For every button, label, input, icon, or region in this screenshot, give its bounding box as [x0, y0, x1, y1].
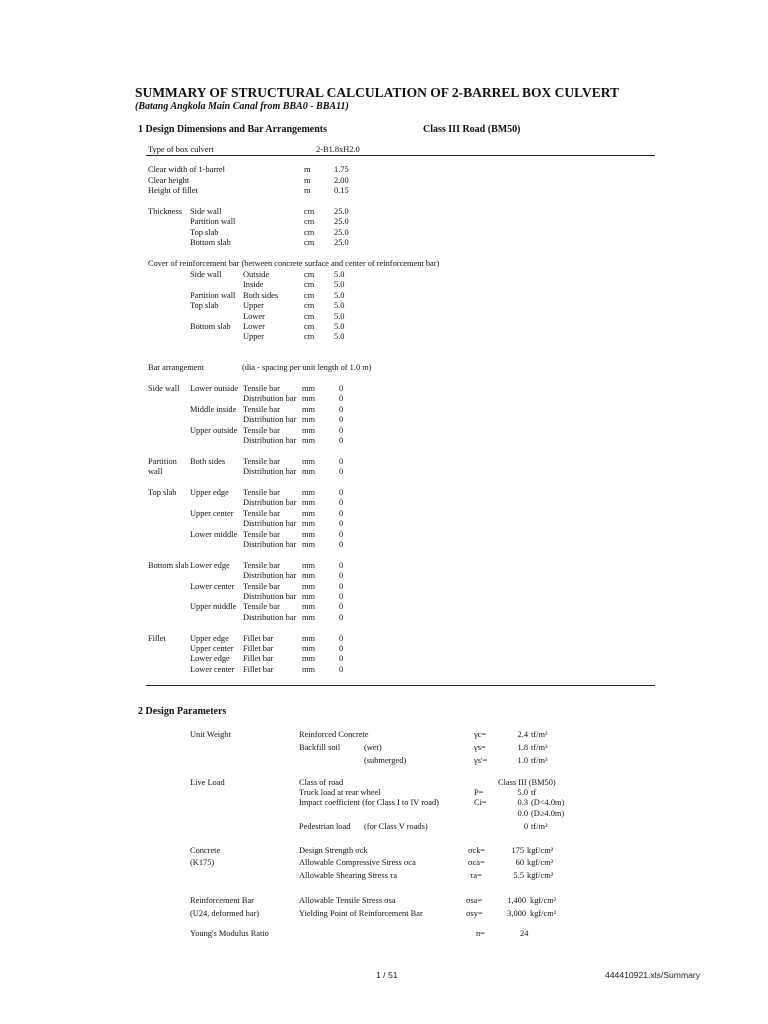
- file-name: 444410921.xls/Summary: [605, 970, 701, 980]
- rc-val: 2.4: [517, 730, 528, 739]
- type-divider: [146, 155, 655, 156]
- acs-unit: kgf/cm²: [527, 858, 554, 867]
- bar-value: 0: [339, 560, 344, 570]
- bar-unit: mm: [302, 602, 316, 612]
- truck-unit: tf: [531, 788, 537, 797]
- bar-value: 0: [339, 581, 344, 591]
- ats-unit: kgf/cm²: [530, 896, 557, 905]
- bar-position: Lower middle: [190, 529, 238, 539]
- bar-value: 0: [339, 612, 344, 622]
- concrete-grade: (K175): [190, 858, 215, 867]
- bar-member: Fillet: [148, 633, 166, 643]
- acs-val: 60: [515, 858, 524, 867]
- ped-unit: tf/m²: [531, 822, 548, 831]
- backfill-sub: (submerged): [364, 756, 407, 765]
- bar-unit: mm: [302, 633, 316, 643]
- bar-unit: mm: [302, 404, 316, 414]
- bar-value: 0: [339, 404, 344, 414]
- bar-value: 0: [339, 592, 344, 601]
- concrete-label: Concrete: [190, 846, 221, 855]
- bar-value: 0: [339, 498, 344, 508]
- bar-type: Fillet bar: [243, 644, 274, 653]
- bar-type: Tensile bar: [243, 488, 280, 497]
- impact-sym: Ci=: [474, 798, 487, 807]
- ass-label: Allowable Shearing Stress τa: [299, 871, 398, 880]
- young-modulus-label: Young's Modulus Ratio: [190, 929, 269, 938]
- live-load-label: Live Load: [190, 778, 225, 787]
- cover-value: 5.0: [334, 290, 345, 300]
- bar-type: Distribution bar: [243, 571, 297, 581]
- cover-side: Lower: [243, 322, 265, 331]
- section2-heading: 2 Design Parameters: [138, 706, 227, 717]
- clear-width-value: 1.75: [334, 165, 349, 174]
- thickness-part: Bottom slab: [190, 238, 231, 248]
- thickness-part: Top slab: [190, 227, 219, 237]
- bar-position: Upper edge: [190, 633, 229, 643]
- bar-value: 0: [339, 415, 344, 425]
- bar-type: Distribution bar: [243, 519, 297, 529]
- bar-member: Bottom slab: [148, 560, 189, 570]
- bar-unit: mm: [302, 394, 316, 404]
- cover-part: Partition wall: [190, 290, 236, 300]
- bar-position: Middle inside: [190, 404, 237, 414]
- ats-label: Allowable Tensile Stress σsa: [299, 896, 396, 905]
- bar-position: Upper edge: [190, 488, 229, 497]
- bar-value: 0: [339, 436, 344, 445]
- bar-unit: mm: [302, 664, 316, 674]
- truck-label: Truck load at rear wheel: [299, 788, 381, 797]
- bar-type: Tensile bar: [243, 508, 280, 518]
- bar-value: 0: [339, 384, 344, 393]
- bar-value: 0: [339, 602, 344, 612]
- cover-side: Upper: [243, 332, 264, 342]
- bar-type: Fillet bar: [243, 633, 274, 643]
- type-value: 2-B1.8xH2.0: [316, 145, 360, 154]
- bar-position: Lower center: [190, 664, 235, 674]
- cover-value: 5.0: [334, 332, 345, 342]
- section1-bottom-divider: [146, 685, 655, 686]
- bar-value: 0: [339, 633, 344, 643]
- bar-value: 0: [339, 425, 344, 435]
- design-strength-label: Design Strength σck: [299, 846, 368, 855]
- thickness-label: Thickness: [148, 207, 182, 216]
- yp-label: Yielding Point of Reinforcement Bar: [299, 909, 423, 918]
- bar-position: Lower edge: [190, 654, 230, 664]
- bar-type: Distribution bar: [243, 540, 297, 549]
- clear-width-label: Clear width of 1-barrel: [148, 165, 225, 174]
- backfill-sub-unit: tf/m³: [531, 756, 548, 765]
- yp-val: 3,000: [507, 909, 526, 918]
- bar-type: Distribution bar: [243, 467, 297, 477]
- bar-type: Tensile bar: [243, 581, 280, 591]
- bar-unit: mm: [302, 425, 316, 435]
- cover-unit: cm: [304, 280, 315, 290]
- bar-value: 0: [339, 508, 344, 518]
- bar-type: Distribution bar: [243, 592, 297, 601]
- bar-unit: mm: [302, 384, 316, 393]
- bar-value: 0: [339, 571, 344, 581]
- ats-val: 1,400: [507, 896, 526, 905]
- page-number: 1 / 51: [376, 970, 398, 980]
- clear-height-value: 2.00: [334, 176, 349, 185]
- bar-type: Distribution bar: [243, 415, 297, 425]
- bar-unit: mm: [302, 436, 316, 445]
- bar-type: Distribution bar: [243, 394, 297, 404]
- bar-unit: mm: [302, 644, 316, 653]
- design-strength-unit: kgf/cm²: [527, 846, 554, 855]
- cover-side: Lower: [243, 311, 265, 321]
- backfill-sub-sym: γs'=: [474, 756, 488, 765]
- bar-position: Both sides: [190, 456, 226, 466]
- cover-unit: cm: [304, 301, 315, 311]
- clear-height-unit: m: [304, 176, 311, 185]
- bar-value: 0: [339, 519, 344, 529]
- unit-weight-label: Unit Weight: [190, 730, 231, 739]
- impact-cond1: (D<4.0m): [531, 798, 565, 807]
- thickness-unit: cm: [304, 227, 315, 237]
- bar-unit: mm: [302, 498, 316, 508]
- bar-value: 0: [339, 654, 344, 664]
- backfill-wet: (wet): [364, 743, 382, 752]
- thickness-part: Side wall: [190, 207, 222, 216]
- bar-type: Distribution bar: [243, 498, 297, 508]
- young-modulus-sym: n=: [476, 929, 485, 938]
- thickness-value: 25.0: [334, 227, 349, 237]
- cover-unit: cm: [304, 311, 315, 321]
- cover-value: 5.0: [334, 301, 345, 311]
- ass-sym: τa=: [470, 871, 482, 880]
- cover-part: Bottom slab: [190, 322, 231, 331]
- bar-member: wall: [148, 467, 163, 477]
- cover-value: 5.0: [334, 311, 345, 321]
- acs-sym: σca=: [468, 858, 485, 867]
- thickness-unit: cm: [304, 217, 315, 227]
- thickness-value: 25.0: [334, 238, 349, 248]
- thickness-value: 25.0: [334, 207, 349, 216]
- bar-position: Lower outside: [190, 384, 239, 393]
- impact-val1: 0.3: [517, 798, 528, 807]
- bar-unit: mm: [302, 456, 316, 466]
- ass-unit: kgf/cm²: [527, 871, 554, 880]
- bar-type: Fillet bar: [243, 664, 274, 674]
- ped-label: Pedestrian load: [299, 822, 351, 831]
- bar-type: Tensile bar: [243, 560, 280, 570]
- page-title: SUMMARY OF STRUCTURAL CALCULATION OF 2-BARREL BOX CULVERT: [135, 85, 619, 100]
- impact-label: Impact coefficient (for Class I to IV road): [299, 798, 439, 807]
- ass-val: 5.5: [513, 871, 524, 880]
- bar-member: Top slab: [148, 488, 177, 497]
- clear-height-label: Clear height: [148, 176, 190, 185]
- bar-type: Tensile bar: [243, 384, 280, 393]
- clear-width-unit: m: [304, 165, 311, 174]
- rc-unit: tf/m³: [531, 730, 548, 739]
- acs-label: Allowable Compressive Stress σca: [299, 858, 416, 867]
- bar-type: Fillet bar: [243, 654, 274, 664]
- bar-unit: mm: [302, 581, 316, 591]
- ped-val: 0: [523, 822, 528, 831]
- page-subtitle: (Batang Angkola Main Canal from BBA0 - BBA11): [135, 101, 349, 112]
- section1-heading: 1 Design Dimensions and Bar Arrangements: [138, 124, 327, 135]
- type-label: Type of box culvert: [148, 145, 214, 154]
- fillet-height-unit: m: [304, 186, 311, 195]
- bar-type: Tensile bar: [243, 425, 280, 435]
- backfill-wet-val: 1.8: [517, 743, 528, 752]
- bar-unit: mm: [302, 508, 316, 518]
- class-road-label: Class of road: [299, 778, 344, 787]
- backfill-label: Backfill soil: [299, 743, 341, 752]
- class-road-val: Class III (BM50): [498, 778, 556, 787]
- bar-unit: mm: [302, 415, 316, 425]
- bar-member: Partition: [148, 456, 177, 466]
- road-class-label: Class III Road (BM50): [423, 124, 521, 135]
- bar-position: Lower center: [190, 581, 235, 591]
- design-strength-sym: σck=: [468, 846, 486, 855]
- bar-arrangement-label: Bar arrangement: [148, 363, 205, 372]
- rc-sym: γc=: [474, 730, 487, 739]
- cover-label: Cover of reinforcement bar (between concrete surface and center of reinforcement bar): [148, 259, 440, 268]
- cover-side: Upper: [243, 301, 264, 311]
- bar-unit: mm: [302, 529, 316, 539]
- bar-position: Upper middle: [190, 602, 237, 612]
- rc-label: Reinforced Concrete: [299, 730, 369, 739]
- cover-value: 5.0: [334, 322, 345, 331]
- bar-value: 0: [339, 467, 344, 477]
- impact-val2: 0.0: [517, 809, 528, 818]
- design-strength-val: 175: [511, 846, 524, 855]
- cover-unit: cm: [304, 290, 315, 300]
- young-modulus-val: 24: [520, 929, 529, 938]
- bar-position: Upper center: [190, 508, 234, 518]
- cover-part: Top slab: [190, 301, 219, 311]
- bar-value: 0: [339, 529, 344, 539]
- bar-unit: mm: [302, 488, 316, 497]
- bar-position: Lower edge: [190, 560, 230, 570]
- bar-value: 0: [339, 644, 344, 653]
- bar-unit: mm: [302, 519, 316, 529]
- cover-value: 5.0: [334, 270, 345, 279]
- cover-unit: cm: [304, 332, 315, 342]
- backfill-sub-val: 1.0: [517, 756, 528, 765]
- cover-side: Inside: [243, 280, 264, 290]
- bar-unit: mm: [302, 592, 316, 601]
- bar-unit: mm: [302, 540, 316, 549]
- fillet-height-value: 0.15: [334, 186, 349, 195]
- bar-value: 0: [339, 394, 344, 404]
- yp-sym: σsy=: [466, 909, 483, 918]
- truck-sym: P=: [474, 788, 484, 797]
- bar-unit: mm: [302, 467, 316, 477]
- bar-unit: mm: [302, 571, 316, 581]
- bar-type: Tensile bar: [243, 529, 280, 539]
- bar-type: Tensile bar: [243, 456, 280, 466]
- bar-type: Tensile bar: [243, 602, 280, 612]
- bar-unit: mm: [302, 560, 316, 570]
- bar-value: 0: [339, 488, 344, 497]
- rebar-label: Reinforcement Bar: [190, 896, 254, 905]
- bar-arrangement-note: (dia - spacing per unit length of 1.0 m): [242, 363, 372, 372]
- cover-part: Side wall: [190, 270, 222, 279]
- fillet-height-label: Height of fillet: [148, 186, 198, 195]
- cover-side: Outside: [243, 270, 270, 279]
- bar-unit: mm: [302, 654, 316, 664]
- backfill-wet-sym: γs=: [474, 743, 486, 752]
- impact-cond2: (D≥4.0m): [531, 809, 565, 818]
- bar-value: 0: [339, 456, 344, 466]
- bar-value: 0: [339, 540, 344, 549]
- thickness-unit: cm: [304, 238, 315, 248]
- truck-val: 5.0: [517, 788, 528, 797]
- backfill-wet-unit: tf/m³: [531, 743, 548, 752]
- bar-value: 0: [339, 664, 344, 674]
- cover-unit: cm: [304, 270, 315, 279]
- bar-member: Side wall: [148, 384, 180, 393]
- bar-unit: mm: [302, 612, 316, 622]
- bar-type: Distribution bar: [243, 436, 297, 445]
- bar-position: Upper center: [190, 644, 234, 653]
- thickness-part: Partition wall: [190, 217, 236, 227]
- ats-sym: σsa=: [466, 896, 483, 905]
- bar-type: Tensile bar: [243, 404, 280, 414]
- rebar-grade: (U24, deformed bar): [190, 909, 260, 918]
- thickness-unit: cm: [304, 207, 315, 216]
- cover-side: Both sides: [243, 290, 279, 300]
- yp-unit: kgf/cm²: [530, 909, 557, 918]
- ped-note: (for Class V roads): [364, 822, 428, 831]
- thickness-value: 25.0: [334, 217, 349, 227]
- bar-position: Upper outside: [190, 425, 238, 435]
- cover-unit: cm: [304, 322, 315, 331]
- cover-value: 5.0: [334, 280, 345, 290]
- bar-type: Distribution bar: [243, 612, 297, 622]
